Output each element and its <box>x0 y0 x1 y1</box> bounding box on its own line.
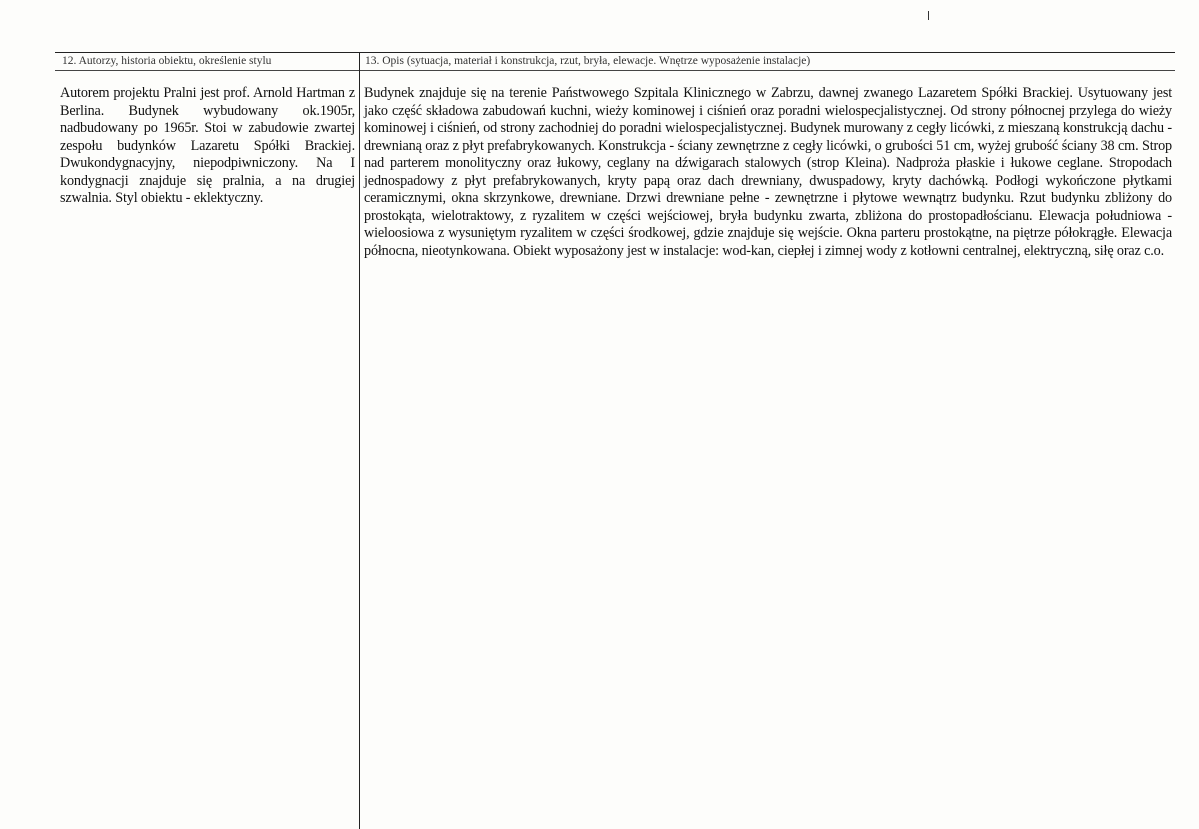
table-top-border <box>55 52 1175 53</box>
section-13-header: 13. Opis (sytuacja, materiał i konstrukcja, rzut, bryła, elewacje. Wnętrze wyposażenie instalacje) <box>365 55 811 67</box>
column-divider <box>359 52 360 829</box>
section-13-text: Budynek znajduje się na terenie Państwowego Szpitala Klinicznego w Zabrzu, dawnej zwanego Lazaretem Spółki Brackiej. Usytuowany jest jako część składowa zabudowań kuchni, wieży kominowej i ciśnień oraz poradni wielospecjalistycznej. Od strony północnej przylega do wieży kominowej i ciśnień, od strony zachodniej do poradni wielospecjalistycznej. Budynek murowany z cegły licówki, z mieszaną konstrukcją dachu - drewnianą oraz z płyt prefabrykowanych. Konstrukcja - ściany zewnętrzne z cegły licówki, o grubości 51 cm, wyżej grubość ściany 38 cm. Strop nad parterem monolityczny oraz łukowy, ceglany na dźwigarach stalowych (strop Kleina). Nadproża płaskie i łukowe ceglane. Stropodach jednospadowy z płyt prefabrykowanych, kryty papą oraz dach drewniany, dwuspadowy, kryty dachówką. Podłogi wykończone płytkami ceramicznymi, okna skrzynkowe, drewniane. Drzwi drewniane pełne - zewnętrzne i płytowe wewnątrz budynku. Rzut budynku zbliżony do prostokąta, wielotraktowy, z ryzalitem w części wejściowej, bryła budynku zwarta, zbliżona do prostopadłościanu. Elewacja południowa - wieloosiowa z wysuniętym ryzalitem w części środkowej, gdzie znajduje się wejście. Okna parteru prostokątne, na piętrze półokrągłe. Elewacja północna, nieotynkowana. Obiekt wyposażony jest w instalacje: wod-kan, ciepłej i zimnej wody z kotłowni centralnej, elektryczną, siłę oraz c.o. <box>364 85 1172 259</box>
table-header-border <box>55 70 1175 71</box>
scan-mark <box>928 11 929 20</box>
section-12-text: Autorem projektu Pralni jest prof. Arnold Hartman z Berlina. Budynek wybudowany ok.1905r, nadbudowany po 1965r. Stoi w zabudowie zwartej zespołu budynków Lazaretu Spółki Brackiej. Dwukondygnacyjny, niepodpiwniczony. Na I kondygnacji znajduje się pralnia, a na drugiej szwalnia. Styl obiektu - eklektyczny. <box>60 85 355 206</box>
section-12-header: 12. Autorzy, historia obiektu, określenie stylu <box>62 55 272 67</box>
